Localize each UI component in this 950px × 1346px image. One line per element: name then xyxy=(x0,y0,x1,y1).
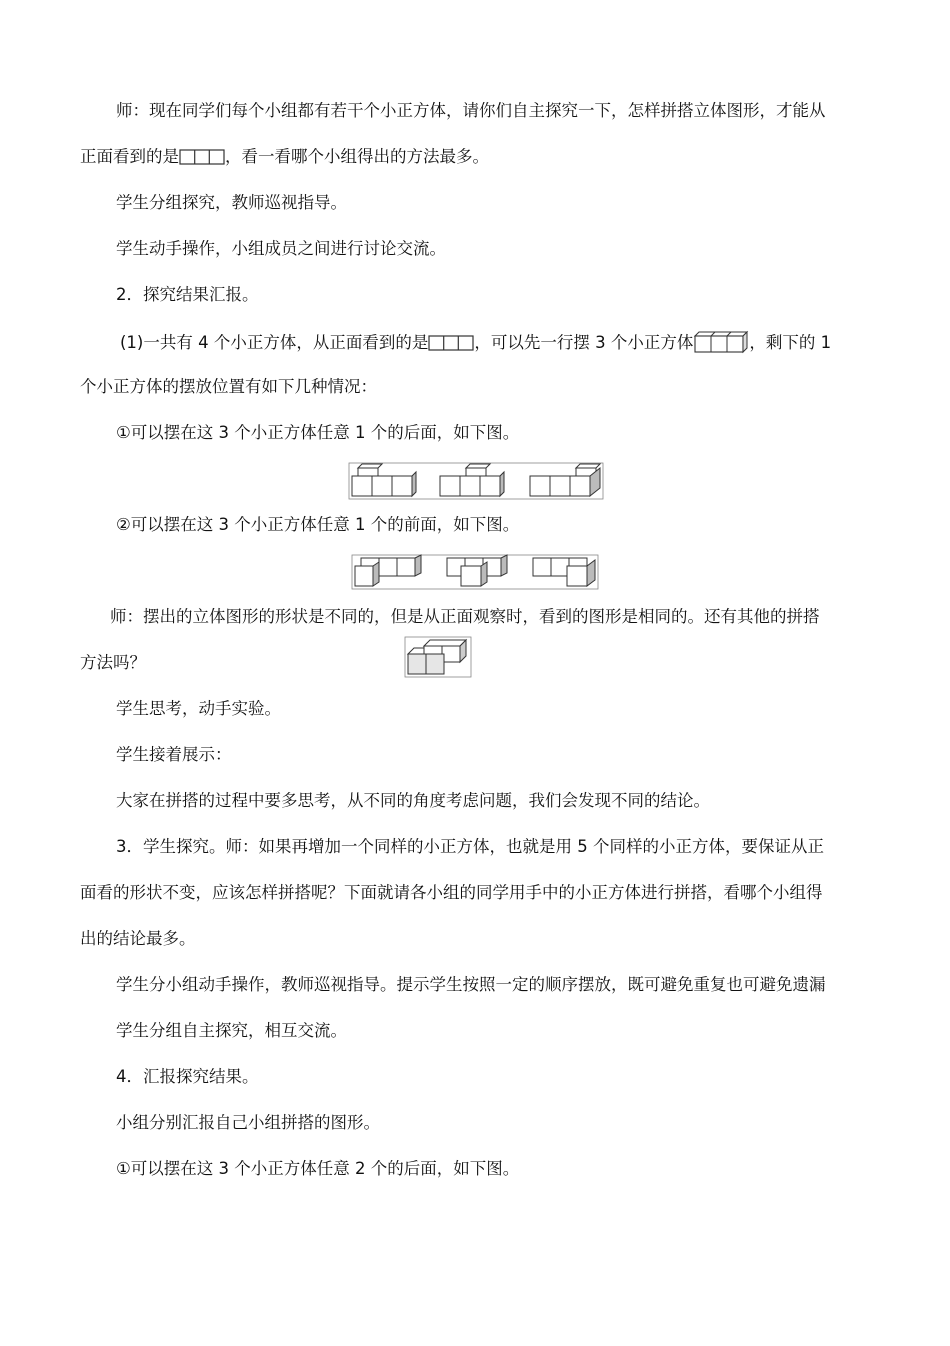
paragraph-group-report: 小组分别汇报自己小组拼搭的图形。 xyxy=(116,1113,380,1132)
paragraph-group-operation: 学生分小组动手操作，教师巡视指导。提示学生按照一定的顺序摆放，既可避免重复也可避免遗漏 xyxy=(116,975,826,994)
paragraph-hands-on: 学生动手操作，小组成员之间进行讨论交流。 xyxy=(116,239,446,258)
paragraph-teacher-1-cont xyxy=(80,146,489,168)
section-heading-3: 3．学生探究。师：如果再增加一个同样的小正方体，也就是用 5 个同样的小正方体，要保证从正 xyxy=(116,837,824,856)
paragraph-group-explore: 学生分组探究，教师巡视指导。 xyxy=(116,193,347,212)
row-of-three-cubes-figure xyxy=(693,330,749,354)
section-heading-4: 4．汇报探究结果。 xyxy=(116,1067,259,1086)
paragraph-item-1-cont: 个小正方体的摆放位置有如下几种情况： xyxy=(80,377,377,396)
cubes-behind-figure xyxy=(348,462,604,500)
paragraph-summary: 大家在拼搭的过程中要多思考，从不同的角度考虑问题，我们会发现不同的结论。 xyxy=(116,791,710,810)
section-3-cont-2: 出的结论最多。 xyxy=(80,929,196,948)
front-view-three-squares-figure xyxy=(428,334,474,352)
l-shape-cubes-figure xyxy=(404,636,472,678)
text-segment: 正面看到的是 xyxy=(80,147,179,166)
front-view-three-squares-figure xyxy=(179,148,225,166)
section-3-cont: 面看的形状不变，应该怎样拼搭呢？下面就请各小组的同学用手中的小正方体进行拼搭，看哪个小组得 xyxy=(80,883,823,902)
text-segment: ，可以先一行摆 3 个小正方体 xyxy=(474,333,694,352)
paragraph-group-exchange: 学生分组自主探究，相互交流。 xyxy=(116,1021,347,1040)
text-segment: ，剩下的 1 xyxy=(749,333,832,352)
paragraph-teacher-1: 师：现在同学们每个小组都有若干个小正方体，请你们自主探究一下，怎样拼搭立体图形，才能从 xyxy=(116,101,826,120)
paragraph-students-show: 学生接着展示： xyxy=(116,745,232,764)
paragraph-case-behind-two: ①可以摆在这 3 个小正方体任意 2 个的后面，如下图。 xyxy=(116,1159,520,1178)
paragraph-teacher-2-cont: 方法吗？ xyxy=(80,653,146,672)
text-segment: (1)一共有 4 个小正方体，从正面看到的是 xyxy=(120,333,429,352)
paragraph-case-front: ②可以摆在这 3 个小正方体任意 1 个的前面，如下图。 xyxy=(116,515,520,534)
paragraph-item-1 xyxy=(120,330,831,354)
paragraph-case-behind: ①可以摆在这 3 个小正方体任意 1 个的后面，如下图。 xyxy=(116,423,520,442)
section-heading-2: 2．探究结果汇报。 xyxy=(116,285,259,304)
cubes-front-figure xyxy=(351,554,599,590)
paragraph-students-think: 学生思考，动手实验。 xyxy=(116,699,281,718)
text-segment: ，看一看哪个小组得出的方法最多。 xyxy=(225,147,489,166)
paragraph-teacher-2: 师：摆出的立体图形的形状是不同的，但是从正面观察时，看到的图形是相同的。还有其他的拼搭 xyxy=(110,607,820,626)
